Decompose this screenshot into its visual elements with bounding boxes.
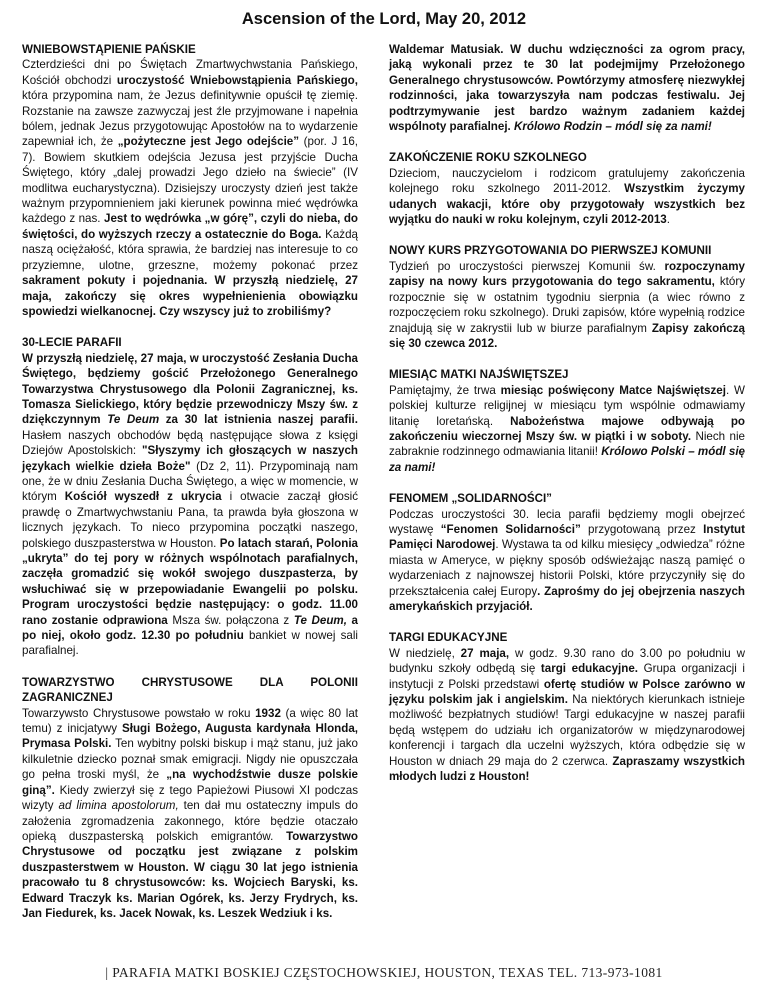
section-heading: FENOMEM „SOLIDARNOŚCI” xyxy=(389,492,552,506)
section-maj xyxy=(389,367,745,475)
section-towarzystwo xyxy=(22,675,358,922)
section-zakonczenie xyxy=(389,150,745,227)
section-targi xyxy=(389,630,745,784)
section-body: Podczas uroczystości 30. lecia parafii będziemy mogli obejrzeć wystawę “Fenomen Solidarności” przygotowaną przez Instytut Pamięci Narodowej. Wystawa ta od kilku miesięcy „odwiedza” różne miasta w Ameryce, w piękny sposób odświeżając naszą pamięć o wydarzeniach z najnowszej historii Polski, które przyczyniły się do przekształcenia całej Europy. Zaprośmy do jej obejrzenia naszych amerykańskich przyjaciół. xyxy=(389,507,746,613)
section-body: Tydzień po uroczystości pierwszej Komunii św. rozpoczynamy zapisy na nowy kurs przygotowania do tego sakramentu, który rozpocznie się w ostatnim tygodniu sierpnia (a wiec równo z rozpoczęciem roku szkolnego). Druki zapisów, które wypełnią rodzice znajdują się w zakrystii lub w biurze parafialnym Zapisy zakończą się 30 czewca 2012. xyxy=(389,259,745,350)
section-heading: TOWARZYSTWO CHRYSTUSOWE DLA POLONII ZAGRANICZNEJ xyxy=(22,675,358,705)
section-30-lecie xyxy=(22,335,358,659)
left-column xyxy=(22,42,358,937)
section-body: Pamiętajmy, że trwa miesiąc poświęcony Matce Najświętszej. W polskiej kulturze religijnej w miesiącu tym wspólnie odmawiamy litanię loretańską. Nabożeństwa majowe odbywają po zakończeniu wieczornej Mszy św. w piątki i w soboty. Niech nie zabraknie rodzinnego odmawiania litanii! Królowo Polski – módl się za nami! xyxy=(389,383,745,474)
section-body: W niedzielę, 27 maja, w godz. 9.30 rano do 3.00 po południu w budynku szkoły odbędą się targi edukacyjne. Grupa organizacji i instytucji z Polski przedstawi ofertę studiów w Polsce zarówno w języku polskim jak i angielskim. Na niektórych kierunkach istnieje możliwość bezpłatnych studiów! Targi edukacyjne w naszej parafii będą wstępem do udziału ich organizatorów w międzynarodowej konferencji i targach dla uczelni wyższych, która odbędzie się w Houston w dniach 29 maja do 2 czerwca. Zapraszamy wszystkich młodych ludzi z Houston! xyxy=(389,646,746,784)
section-body: Waldemar Matusiak. W duchu wdzięczności za ogrom pracy, jaką wykonali przez te 30 lat podejmijmy Przełożonego Generalnego chrystusowców. Powtórzymy atmosferę niezwykłej rodzinności, jaka towarzyszyła nam podczas festiwalu. Jej podtrzymywanie jest bardzo ważnym zadaniem każdej wspólnoty parafialnej. Królowo Rodzin – módl się za nami! xyxy=(389,43,745,134)
section-komunia xyxy=(389,243,745,351)
section-towarzystwo-continued xyxy=(389,42,745,134)
section-heading: WNIEBOWSTĄPIENIE PAŃSKIE xyxy=(22,43,196,56)
section-body: W przyszłą niedzielę, 27 maja, w uroczystość Zesłania Ducha Świętego, będziemy gościć Przełożonego Generalnego Towarzystwa Chrystusowego dla Polonii Zagranicznej, ks. Tomasza Sielickiego, który będzie przewodniczy Mszy św. z dziękczynnym Te Deum za 30 lat istnienia naszej parafii. Hasłem naszych obchodów będą następujące słowa z księgi Dziejów Apostolskich: "Słyszymy ich głoszących w naszych językach wielkie dzieła Boże" (Dz 2, 11). Przypominają nam one, że w dniu Zesłania Ducha Świętego, a więc w momencie, w którym Kościół wyszedł z ukrycia i otwacie zaczął głosić prawdę o Zmartwychwstaniu Pana, ta prawda była głoszona w licznych językach. To nieco przypomina początki naszego, polskiego duszpasterstwa w Houston. Po latach starań, Polonia „ukryta” do tej pory w różnych wspólnotach parafialnych, zaczęła gromadzić się wokół swojego duszpasterza, by wsłuchiwać się w przepowiadanie Ewangelii po polsku. Program uroczystości będzie następujący: o godz. 11.00 rano zostanie odprawiona Msza św. połączona z Te Deum, a po niej, około godz. 12.30 po południu bankiet w nowej sali parafialnej. xyxy=(22,351,359,658)
page-title: Ascension of the Lord, May 20, 2012 xyxy=(241,10,527,28)
section-body: Dzieciom, nauczycielom i rodzicom gratulujemy zakończenia kolejnego roku szkolnego 2011-2012. Wszystkim życzymy udanych wakacji, które oby przygotowały wszystkich bez wyjątku do nauki w roku kolejnym, czyli 2012-2013. xyxy=(389,166,745,227)
section-heading: MIESIĄC MATKI NAJŚWIĘTSZEJ xyxy=(389,368,569,382)
section-body: Towarzywsto Chrystusowe powstało w roku 1932 (a więc 80 lat temu) z inicjatywy Sługi Bożego, Augusta kardynała Hlonda, Prymasa Polski. Ten wybitny polski biskup i mąż stanu, już jako kilkuletnie dziecko poznał smak emigracji. Nigdy nie opuszczała go pełna troski myśl, że „na wychodźstwie dusze polskie giną”. Kiedy zwierzył się z tego Papieżowi Piusowi XI podczas wizyty ad limina apostolorum, ten dał mu ostateczny impuls do założenia zgromadzenia zakonnego, które będzie otaczało opieką duszpasterską polskich emigrantów. Towarzystwo Chrystusowe od początku jest związane z polskim duszpasterstwem w Houston. W ciągu 30 lat jego istnienia pracowało tu 8 chrystusowców: ks. Wojciech Baryski, ks. Edward Traczyk ks. Marian Ogórek, ks. Jerzy Frydrych, ks. Jan Fiedurek, ks. Jacek Nowak, ks. Leszek Wedziuk i ks. xyxy=(22,706,359,920)
section-heading: 30-LECIE PARAFII xyxy=(22,336,122,350)
section-solidarnosc xyxy=(389,491,745,614)
section-heading: ZAKOŃCZENIE ROKU SZKOLNEGO xyxy=(389,151,587,165)
section-heading: NOWY KURS PRZYGOTOWANIA DO PIERWSZEJ KOMUNII xyxy=(389,244,712,258)
right-column xyxy=(389,42,745,800)
page-footer: | PARAFIA MATKI BOSKIEJ CZĘSTOCHOWSKIEJ, HOUSTON, TEXAS TEL. 713-973-1081 xyxy=(105,965,663,980)
section-body: Czterdzieści dni po Świętach Zmartwychwstania Pańskiego, Kościół obchodzi uroczystość Wniebowstąpienia Pańskiego, która przypomina nam, że Jezus definitywnie opuścił tę ziemię. Rozstanie na zawsze zazwyczaj jest źle przyjmowane i napełnia bólem, jednak Jezus przygotowując Apostołów na to wydarzenie zapewniał ich, że „pożyteczne jest Jego odejście” (por. J 16, 7). Bowiem skutkiem odejścia Jezusa jest przyjście Ducha Świętego, który „dalej prowadzi Jego dzieło na świecie” (IV modlitwa eucharystyczna). Dzisiejszy uroczysty dzień jest także ważnym przypomnieniem jaki kierunek powinna mieć wędrówka każdego z nas. Jest to wędrówka „w górę”, czyli do nieba, do świętości, do wyższych rzeczy a ostatecznie do Boga. Każdą naszą ociężałość, która sprawia, że bardziej nas interesuje to co przyziemne, ulotne, grzeszne, możemy pokonać przez sakrament pokuty i pojednania. W przyszłą niedzielę, 27 maja, zakończy się okres wypełnienienia obowiązku spowiedzi wielkanocnej. Czy wszyscy już to zrobiliśmy? xyxy=(22,58,358,318)
section-wniebowstapienie xyxy=(22,42,358,319)
section-heading: TARGI EDUKACYJNE xyxy=(389,631,508,645)
